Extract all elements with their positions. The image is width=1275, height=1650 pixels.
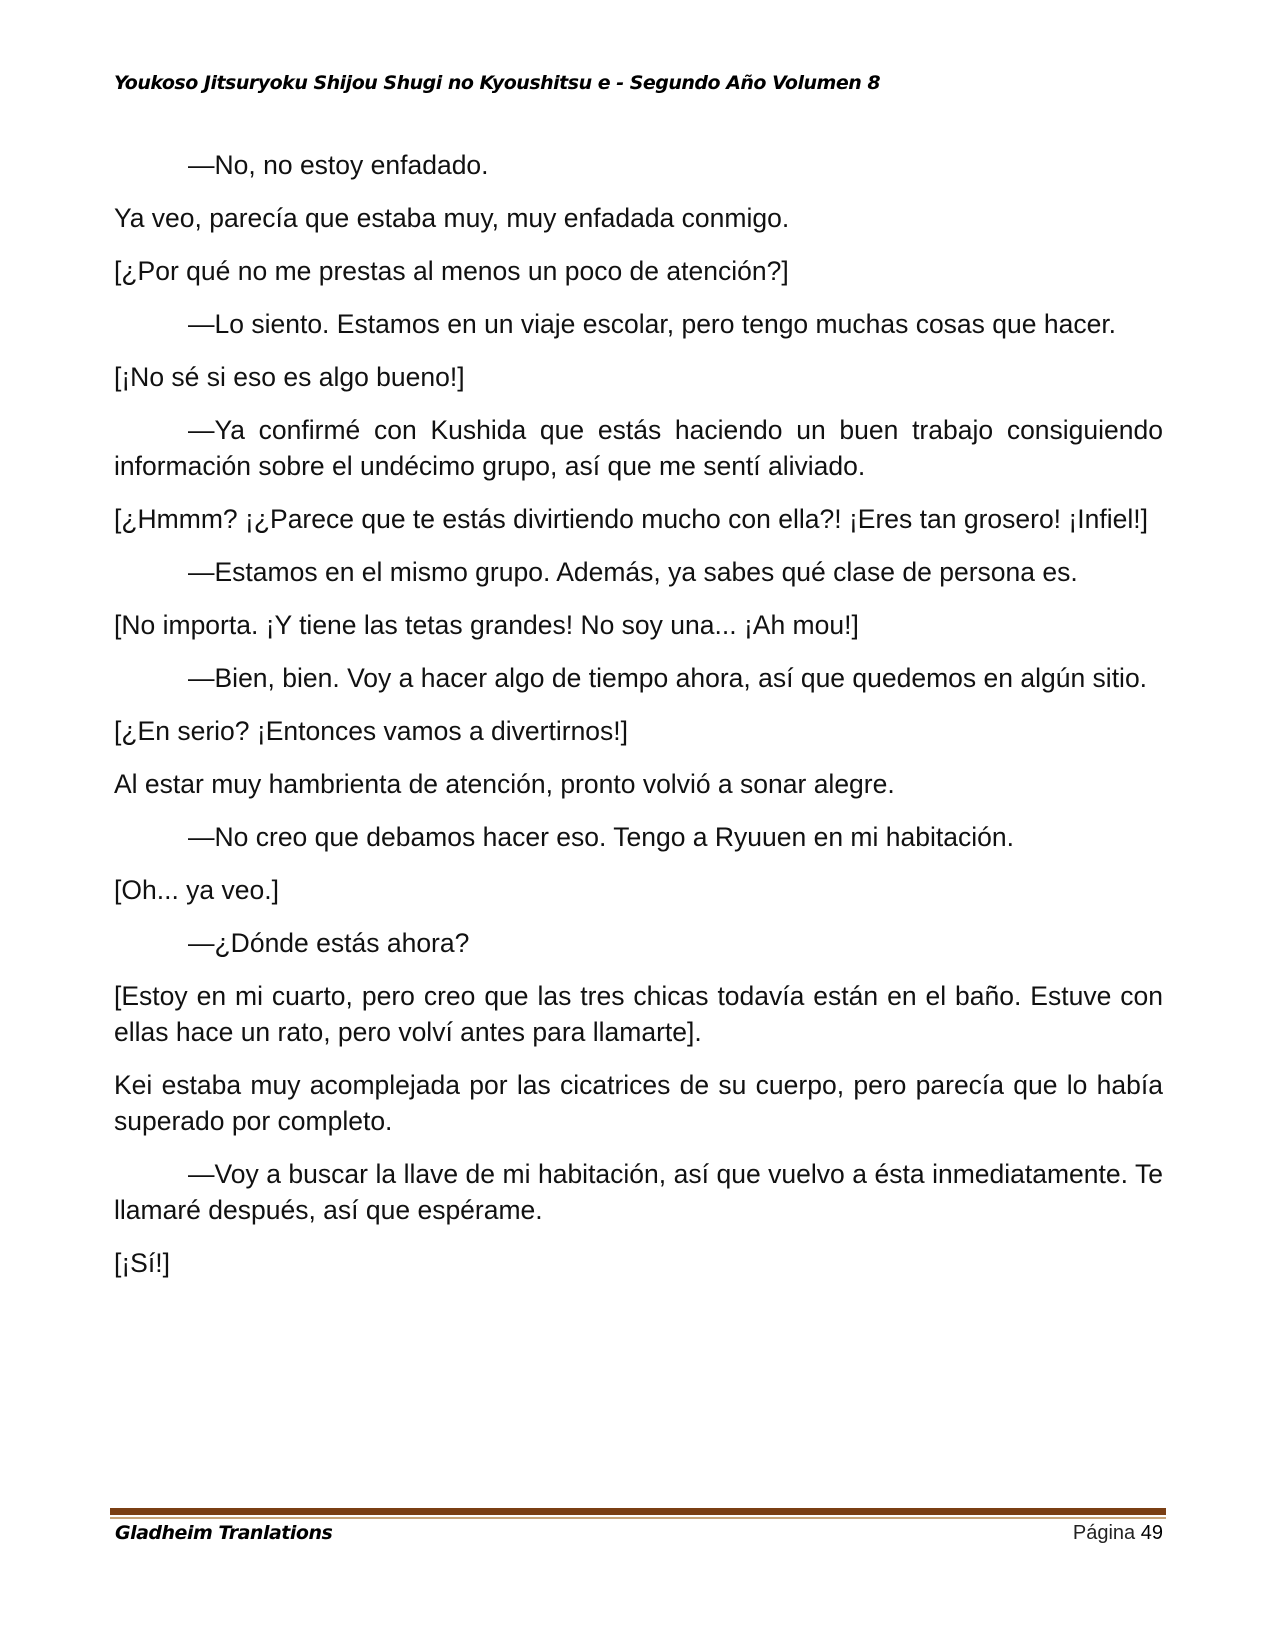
paragraph: [No importa. ¡Y tiene las tetas grandes! No soy una... ¡Ah mou!] <box>114 610 859 640</box>
paragraph: [Oh... ya veo.] <box>114 875 279 905</box>
paragraph: —Lo siento. Estamos en un viaje escolar, pero tengo muchas cosas que hacer. <box>188 309 1117 339</box>
paragraph: [¿En serio? ¡Entonces vamos a divertirnos!] <box>114 716 629 746</box>
paragraph: —Bien, bien. Voy a hacer algo de tiempo ahora, así que quedemos en algún sitio. <box>188 663 1148 693</box>
paragraph: —¿Dónde estás ahora? <box>188 928 470 958</box>
footer-rule-thin <box>110 1517 1166 1519</box>
page-label: Página <box>1072 1522 1136 1544</box>
paragraph: —Voy a buscar la llave de mi habitación, así que vuelvo a ésta inmediatamente. Te llamaré después, así que espérame. <box>114 1159 1163 1225</box>
paragraph: [¿Hmmm? ¡¿Parece que te estás divirtiendo mucho con ella?! ¡Eres tan grosero! ¡Infiel!] <box>114 504 1148 534</box>
running-header: Youkoso Jitsuryoku Shijou Shugi no Kyoushitsu e - Segundo Año Volumen 8 <box>114 72 881 94</box>
paragraph: —No, no estoy enfadado. <box>188 150 489 180</box>
page-number-value: 49 <box>1140 1522 1163 1544</box>
page-number <box>1073 1522 1163 1545</box>
paragraph: [¿Por qué no me prestas al menos un poco de atención?] <box>114 256 789 286</box>
paragraph: Ya veo, parecía que estaba muy, muy enfadada conmigo. <box>114 203 790 233</box>
paragraph: [¡Sí!] <box>114 1248 170 1278</box>
paragraph: [¡No sé si eso es algo bueno!] <box>114 362 465 392</box>
paragraph: Al estar muy hambrienta de atención, pronto volvió a sonar alegre. <box>114 769 895 799</box>
paragraph: —No creo que debamos hacer eso. Tengo a Ryuuen en mi habitación. <box>188 822 1014 852</box>
paragraph: —Estamos en el mismo grupo. Además, ya sabes qué clase de persona es. <box>188 557 1078 587</box>
paragraph: —Ya confirmé con Kushida que estás haciendo un buen trabajo consiguiendo información sobre el undécimo grupo, así que me sentí aliviado. <box>114 415 1163 481</box>
footer-rule <box>110 1508 1166 1515</box>
paragraph: [Estoy en mi cuarto, pero creo que las tres chicas todavía están en el baño. Estuve con ellas hace un rato, pero volví antes para llamarte]. <box>114 981 1163 1047</box>
body-text <box>114 147 1163 1298</box>
paragraph: Kei estaba muy acomplejada por las cicatrices de su cuerpo, pero parecía que lo había superado por completo. <box>114 1070 1163 1136</box>
footer-credit: Gladheim Tranlations <box>115 1522 333 1544</box>
